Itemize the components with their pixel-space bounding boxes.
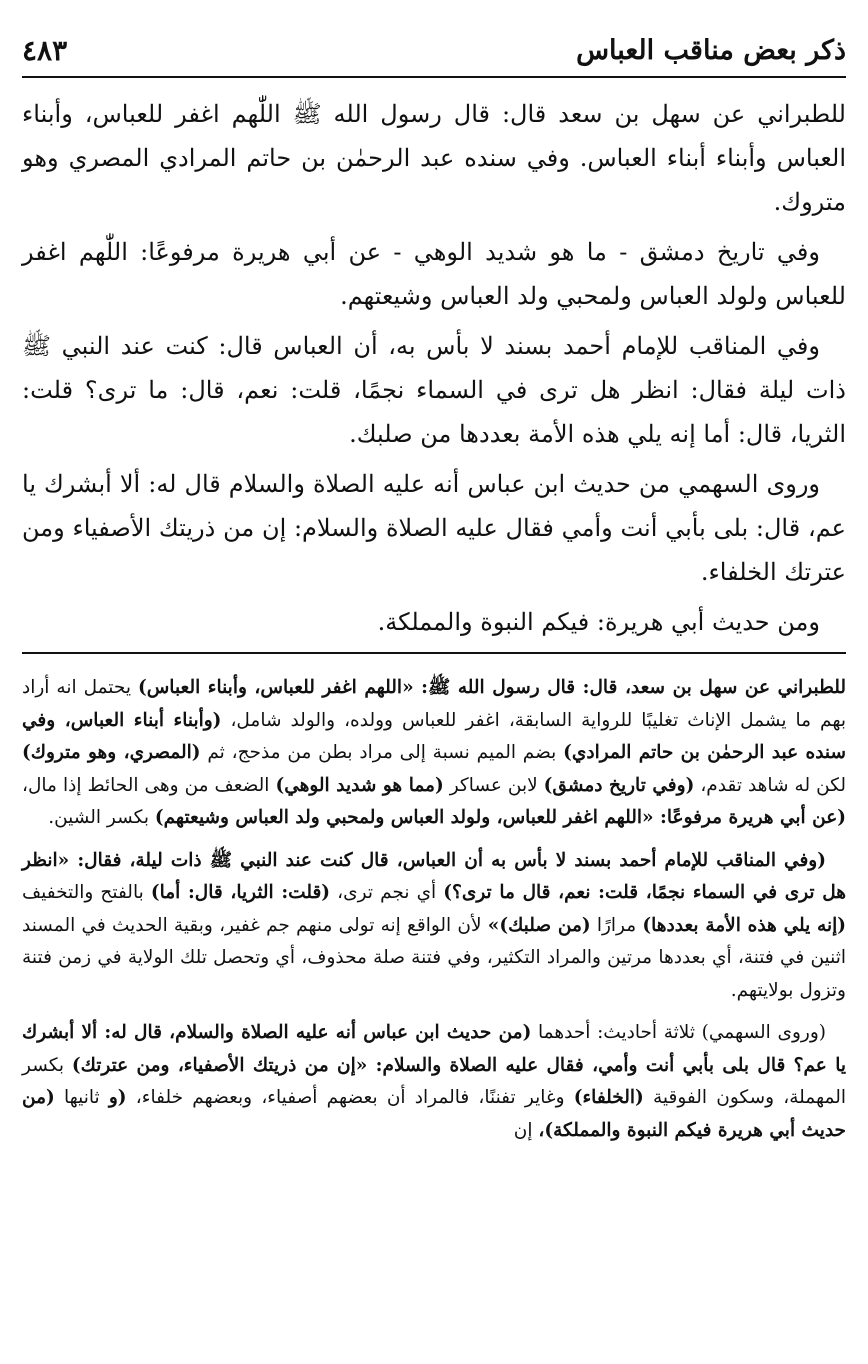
commentary-paragraph bbox=[22, 1017, 846, 1147]
commentary-text: بكسر الشين. bbox=[48, 807, 155, 828]
commentary-text: مرارًا bbox=[590, 914, 643, 936]
quoted-text: (وأبناء أبناء العباس، وفي سنده عبد الرحمٰن بن حاتم المرادي) bbox=[22, 709, 846, 763]
matn-paragraph: للطبراني عن سهل بن سعد قال: قال رسول الله ﷺ اللّٰهم اغفر للعباس، وأبناء العباس وأبناء أبناء العباس. وفي سنده عبد الرحمٰن بن حاتم المرادي المصري وهو متروك. bbox=[22, 100, 846, 216]
commentary-text: يحتمل انه أراد بهم ما يشمل الإناث تغليبًا للرواية السابقة، اغفر للعباس وولده، والولد شامل، bbox=[22, 677, 846, 731]
matn-paragraph: وفي تاريخ دمشق - ما هو شديد الوهي - عن أبي هريرة مرفوعًا: اللّٰهم اغفر للعباس ولولد العباس ولمحبي ولد العباس وشيعتهم. bbox=[22, 238, 846, 310]
section-divider bbox=[22, 652, 846, 654]
commentary-text: لابن عساكر bbox=[443, 774, 544, 796]
matn-paragraph: وروى السهمي من حديث ابن عباس أنه عليه الصلاة والسلام قال له: ألا أبشرك يا عم، قال: بلى بأبي أنت وأمي فقال عليه الصلاة والسلام: إن من ذريتك الأصفياء ومن عترتك الخلفاء. bbox=[22, 470, 846, 586]
quoted-text: (مما هو شديد الوهي) bbox=[275, 774, 444, 796]
commentary-text: (وروى السهمي) bbox=[701, 1022, 826, 1043]
quoted-text: (عن أبي هريرة مرفوعًا: «اللهم اغفر للعباس، ولولد العباس ولمحبي ولد العباس وشيعتهم) bbox=[154, 807, 846, 828]
commentary-text: إن bbox=[513, 1119, 539, 1141]
page-number: ٤٨٣ bbox=[22, 33, 68, 67]
quoted-text: للطبراني عن سهل بن سعد، قال: قال رسول الله ﷺ: «اللهم اغفر للعباس، وأبناء العباس) bbox=[137, 677, 847, 698]
page-header bbox=[22, 24, 846, 78]
quoted-text: (قلت: الثريا، قال: أما) bbox=[150, 882, 331, 903]
quoted-text: (المصري، وهو متروك) bbox=[22, 742, 201, 763]
main-text bbox=[22, 78, 846, 644]
commentary-paragraph bbox=[22, 672, 846, 835]
quoted-text: (وفي تاريخ دمشق) bbox=[543, 774, 695, 796]
quoted-text: (من حديث أبي هريرة فيكم النبوة والمملكة)، bbox=[22, 1087, 846, 1141]
quoted-text: (الخلفاء) bbox=[573, 1087, 644, 1108]
commentary-text: ثلاثة أحاديث: أحدهما bbox=[531, 1022, 702, 1043]
commentary bbox=[22, 672, 846, 1147]
commentary-text: بكسر المهملة، وسكون الفوقية bbox=[22, 1054, 846, 1108]
commentary-text: بضم الميم نسبة إلى مراد بطن من مذحج، ثم bbox=[200, 742, 564, 763]
commentary-text: بالفتح والتخفيف bbox=[22, 882, 151, 903]
commentary-text: أي نجم ترى، bbox=[330, 882, 444, 903]
commentary-text: لكن له شاهد تقدم، bbox=[694, 774, 847, 796]
commentary-text: لأن الواقع إنه تولى منهم جم غفير، وبقية الحديث في المسند اثنين في فتنة، أي بعددها مرتين والمراد التكثير، وفي فتنة صلة محذوف، أي وتحصل تلك الولاية في زمن فتنة وتزول بولايتهم. bbox=[22, 914, 846, 1001]
quoted-text: (من صلبك)» bbox=[487, 914, 591, 936]
quoted-text: (إنه يلي هذه الأمة بعددها) bbox=[642, 914, 847, 936]
commentary-paragraph bbox=[22, 845, 846, 1008]
commentary-text: الضعف من وهى الحائط إذا مال، bbox=[22, 774, 276, 796]
quoted-text: (وفي المناقب للإمام أحمد بسند لا بأس به أن العباس، قال كنت عند النبي ﷺ ذات ليلة، فقال: «انظر هل ترى في السماء نجمًا، قلت: نعم، قال ما ترى؟) bbox=[22, 849, 846, 903]
commentary-text: ثانيها bbox=[54, 1087, 109, 1108]
matn-paragraph: وفي المناقب للإمام أحمد بسند لا بأس به، أن العباس قال: كنت عند النبي ﷺ ذات ليلة فقال: انظر هل ترى في السماء نجمًا، قلت: نعم، قال: ما ترى؟ قلت: الثريا، قال: أما إنه يلي هذه الأمة بعددها من صلبك. bbox=[22, 332, 846, 448]
matn-paragraph: ومن حديث أبي هريرة: فيكم النبوة والمملكة. bbox=[377, 608, 820, 636]
commentary-text: وغاير تفننًا، فالمراد أن بعضهم أصفياء، وبعضهم خلفاء، bbox=[126, 1087, 574, 1108]
quoted-text: (من حديث ابن عباس أنه عليه الصلاة والسلام، قال له: ألا أبشرك يا عم؟ قال بلى بأبي أنت وأمي، فقال عليه الصلاة والسلام: «إن من ذريتك الأصفياء، ومن عترتك) bbox=[22, 1022, 846, 1076]
chapter-title: ذكر بعض مناقب العباس bbox=[576, 34, 846, 66]
quoted-text: (و bbox=[108, 1087, 127, 1108]
